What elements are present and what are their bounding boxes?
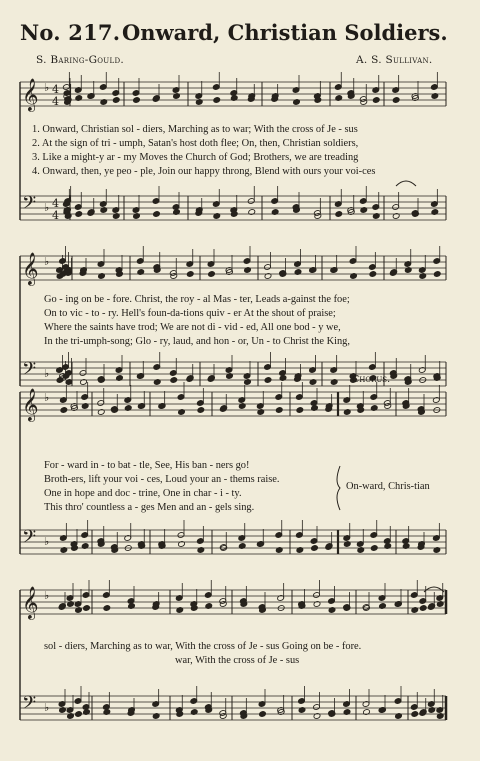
verse-3-lyric-line-1: 3. Like a might-y ar - my Moves the Church of God; Brothers, we are treading	[32, 152, 359, 163]
key-signature-flat-icon: ♭	[44, 391, 50, 404]
music-credit: A. S. Sullivan.	[356, 54, 433, 66]
note-head	[170, 377, 178, 384]
note-head	[83, 605, 91, 612]
verse-2-lyric-line-1: 2. At the sign of tri - umph, Satan's host doth flee; On, then, Christian soldiers,	[32, 138, 359, 149]
note-head	[275, 407, 283, 414]
time-signature-icon: 4	[52, 197, 59, 210]
chorus-lyric-line-2: war, With the cross of Je - sus	[175, 655, 300, 666]
note-head	[372, 97, 380, 104]
treble-clef-icon: 𝄞	[22, 252, 39, 285]
bass-clef-icon: 𝄢	[22, 693, 37, 718]
treble-clef-icon: 𝄞	[22, 388, 39, 421]
key-signature-flat-icon: ♭	[44, 367, 50, 380]
treble-clef-icon: 𝄞	[22, 78, 39, 111]
verse-4-lyric-line-2: In the tri-umph-song; Glo - ry, laud, and hon - or, Un - to Christ the King,	[44, 336, 350, 347]
hymn-title: Onward, Christian Soldiers.	[122, 20, 448, 45]
words-credit: S. Baring-Gould.	[36, 54, 124, 66]
key-signature-flat-icon: ♭	[44, 201, 50, 214]
note-head	[133, 97, 141, 104]
hymn-number: No. 217.	[20, 20, 121, 45]
note-head	[369, 271, 377, 278]
verse-3-lyric-line-3: One in hope and doc - trine, One in char - i - ty.	[44, 488, 242, 499]
key-signature-flat-icon: ♭	[44, 255, 50, 268]
bass-clef-icon: 𝄢	[22, 527, 37, 552]
note-head	[259, 711, 267, 718]
key-signature-flat-icon: ♭	[44, 701, 50, 714]
chorus-entry-lyric: On-ward, Chris-tian	[346, 481, 430, 492]
bass-clef-icon: 𝄢	[22, 359, 37, 384]
note-head	[213, 97, 221, 104]
verse-2-lyric-line-3: Broth-ers, lift your voi - ces, Loud your an - thems raise.	[44, 474, 280, 485]
chorus-lyric-line-1: sol - diers, Marching as to war, With the cross of Je - sus Going on be - fore.	[44, 641, 362, 652]
note-head	[335, 211, 343, 218]
verse-1-lyric-line-1: 1. Onward, Christian sol - diers, Marching as to war; With the cross of Je - sus	[32, 124, 358, 135]
key-signature-flat-icon: ♭	[44, 589, 50, 602]
note-head	[370, 545, 378, 552]
verse-1-lyric-line-2: Go - ing on be - fore. Christ, the roy - al Mas - ter, Leads a-gainst the foe;	[44, 294, 350, 305]
note-head	[153, 211, 161, 218]
time-signature-icon: 4	[52, 95, 59, 108]
key-signature-flat-icon: ♭	[44, 535, 50, 548]
treble-clef-icon: 𝄞	[22, 586, 39, 619]
note-head	[197, 407, 205, 414]
note-head	[296, 407, 304, 414]
key-signature-flat-icon: ♭	[44, 81, 50, 94]
verse-1-lyric-line-3: For - ward in - to bat - tle, See, His ban - ners go!	[44, 460, 250, 471]
verse-2-lyric-line-2: On to vic - to - ry. Hell's foun-da-tions quiv - er At the shout of praise;	[44, 308, 336, 319]
note-head	[208, 271, 216, 278]
verse-3-lyric-line-2: Where the saints have trod; We are not di - vid - ed, All one bod - y we,	[44, 322, 341, 333]
note-head	[75, 711, 83, 718]
time-signature-icon: 4	[52, 209, 59, 222]
note-head	[419, 605, 427, 612]
time-signature-icon: 4	[52, 83, 59, 96]
note-head	[411, 711, 419, 718]
note-head	[75, 211, 83, 218]
note-head	[103, 605, 111, 612]
note-head	[392, 97, 400, 104]
note-head	[112, 97, 120, 104]
note-head	[433, 271, 441, 278]
fermata-icon	[424, 587, 444, 592]
note-head	[60, 407, 68, 414]
fermata-icon	[396, 181, 416, 186]
verse-4-lyric-line-1: 4. Onward, then, ye peo - ple, Join our happy throng, Blend with ours your voi-ces	[32, 166, 376, 177]
verse-brace-icon	[337, 466, 340, 510]
note-head	[311, 545, 319, 552]
note-head	[186, 271, 194, 278]
verse-4-lyric-line-3: This thro' countless a - ges Men and an - gels sing.	[44, 502, 255, 513]
note-head	[264, 377, 272, 384]
bass-clef-icon: 𝄢	[22, 193, 37, 218]
chorus-label: Chorus.	[352, 374, 391, 385]
